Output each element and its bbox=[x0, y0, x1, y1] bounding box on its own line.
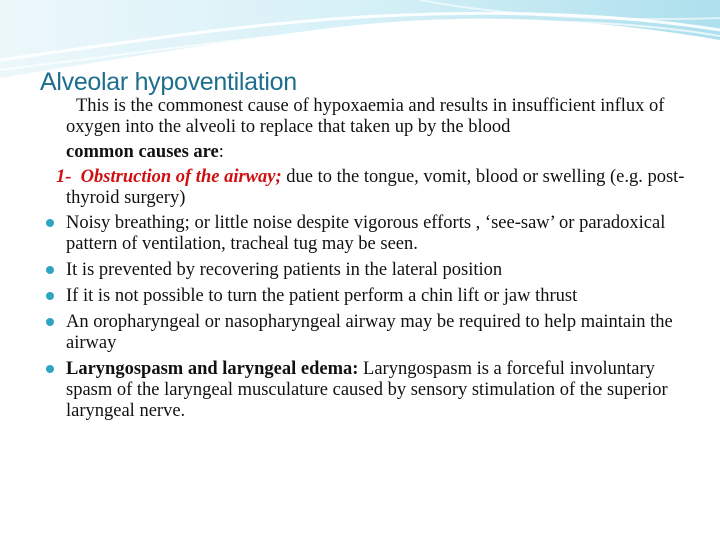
slide-title: Alveolar hypoventilation bbox=[40, 68, 297, 96]
causes-heading-text: common causes are bbox=[66, 142, 219, 162]
list-item bbox=[44, 359, 700, 422]
list-item-text: It is prevented by recovering patients in the lateral position bbox=[66, 260, 503, 280]
slide-body bbox=[44, 96, 700, 427]
list-item bbox=[44, 286, 700, 307]
laryngospasm-text: Laryngospasm is a forceful involuntary spasm of the laryngeal musculature caused by sensory stimulation of the superior laryngeal nerve. bbox=[66, 359, 668, 421]
intro-paragraph bbox=[44, 96, 700, 138]
laryngospasm-heading: Laryngospasm and laryngeal edema: bbox=[66, 359, 359, 379]
causes-heading-colon: : bbox=[218, 142, 224, 162]
cause-number: 1- bbox=[56, 167, 72, 187]
cause-item-1 bbox=[44, 167, 700, 209]
bullet-icon bbox=[46, 292, 54, 300]
list-item-text: If it is not possible to turn the patient perform a chin lift or jaw thrust bbox=[66, 286, 578, 306]
bullet-icon bbox=[46, 365, 54, 373]
bullet-icon bbox=[46, 318, 54, 326]
list-item bbox=[44, 260, 700, 281]
list-item-text: Noisy breathing; or little noise despite vigorous efforts , ‘see-saw’ or paradoxical pattern of ventilation, tracheal tug may be seen. bbox=[66, 213, 666, 254]
list-item bbox=[44, 312, 700, 354]
bullet-icon bbox=[46, 266, 54, 274]
list-item bbox=[44, 213, 700, 255]
cause-text: due to the tongue, vomit, blood or swelling (e.g. post-thyroid surgery) bbox=[66, 167, 685, 208]
bullet-icon bbox=[46, 219, 54, 227]
list-item-text: An oropharyngeal or nasopharyngeal airway may be required to help maintain the airway bbox=[66, 312, 673, 353]
bullet-list bbox=[44, 213, 700, 422]
intro-text: This is the commonest cause of hypoxaemia and results in insufficient influx of oxygen into the alveoli to replace that taken up by the blood bbox=[66, 96, 665, 137]
cause-label: Obstruction of the airway; bbox=[80, 167, 282, 187]
causes-heading bbox=[44, 142, 700, 163]
